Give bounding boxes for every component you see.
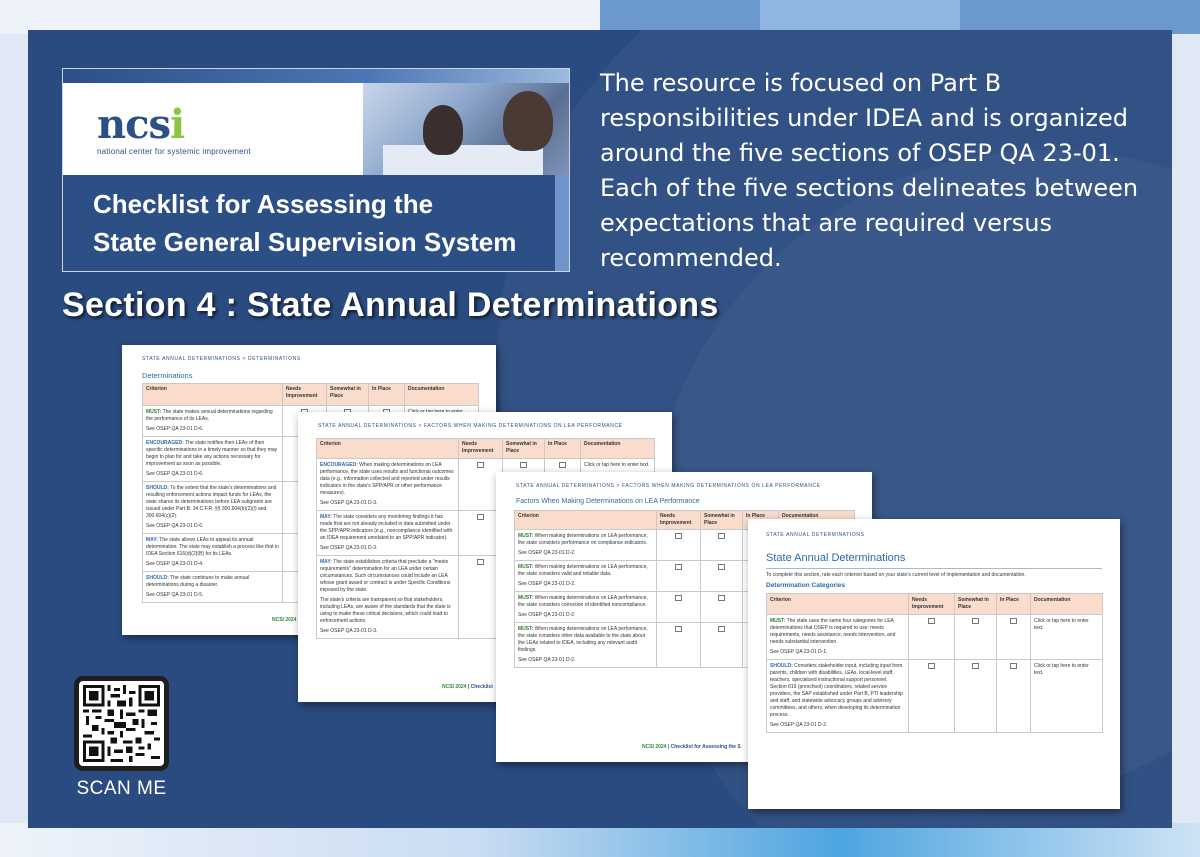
column-header: Needs Improvement bbox=[283, 384, 327, 406]
checkbox[interactable] bbox=[520, 462, 527, 468]
page-footer: NCSI 2024 | Checklist bbox=[442, 684, 493, 690]
checkbox[interactable] bbox=[928, 663, 935, 669]
cover-title-line1: Checklist for Assessing the bbox=[93, 189, 434, 219]
checkbox[interactable] bbox=[718, 595, 725, 601]
table-row: MUST: When making determinations on LEA performance, the state considers performance on compliance indicators. See OSEP QA 23-01 D-2. bbox=[515, 530, 855, 561]
column-header: Documentation bbox=[1031, 594, 1103, 615]
column-header: Needs Improvement bbox=[657, 511, 701, 530]
breadcrumb: STATE ANNUAL DETERMINATIONS bbox=[766, 532, 865, 538]
checkbox[interactable] bbox=[1010, 618, 1017, 624]
table-row: SHOULD: The state continues to make annual determinations during a disaster. See OSEP QA 23-01 D-5. bbox=[143, 572, 479, 603]
breadcrumb: STATE ANNUAL DETERMINATIONS > FACTORS WHEN MAKING DETERMINATIONS ON LEA PERFORMANCE bbox=[516, 483, 821, 489]
checkbox[interactable] bbox=[972, 618, 979, 624]
table-row: MAY: The state considers any monitoring findings it has made that are not already included in data submitted under the SPP/APR indicators (e.g., noncompliance identified with an IDEA requirement unrelated to an SPP/APR indicator). See OSEP QA 23-01 D-3. bbox=[317, 511, 655, 556]
breadcrumb: STATE ANNUAL DETERMINATIONS > DETERMINATIONS bbox=[142, 356, 301, 362]
checklist-cover-image bbox=[62, 68, 570, 272]
column-header: Somewhat in Place bbox=[327, 384, 369, 406]
page-footer: NCSI 2024 bbox=[272, 617, 297, 623]
table-row: MUST: When making determinations on LEA performance, the state considers correction of identified noncompliance. See OSEP QA 23-01 D-2. bbox=[515, 592, 855, 623]
checkbox[interactable] bbox=[675, 564, 682, 570]
qr-code[interactable] bbox=[74, 676, 169, 771]
table-row: ENCOURAGED: When making determinations on LEA performance, the state uses results and functional outcomes data (e.g., information collected and reported under results indicators in the state's SPP/APR or other performance measures). See OSEP QA 23-01 D-3. Click or tap here to enter text. bbox=[317, 459, 655, 511]
breadcrumb: STATE ANNUAL DETERMINATIONS > FACTORS WHEN MAKING DETERMINATIONS ON LEA PERFORMANCE bbox=[318, 423, 623, 429]
column-header: Criterion bbox=[143, 384, 283, 406]
documentation-field[interactable]: Click or tap here to enter text. bbox=[1031, 615, 1103, 660]
checkbox[interactable] bbox=[928, 618, 935, 624]
table-row: ENCOURAGED: The state notifies their LEAs of their specific determinations in a timely manner so that they may begin to plan for and take any actions necessary for improvement as soon as possible. See OSEP QA 23-01 D-6. bbox=[143, 437, 479, 482]
logo-subtitle: national center for systemic improvement bbox=[97, 147, 251, 156]
page-heading: Factors When Making Determinations on LEA Performance bbox=[516, 498, 700, 505]
column-header: In Place bbox=[743, 511, 779, 530]
column-header: Somewhat in Place bbox=[701, 511, 743, 530]
column-header: Needs Improvement bbox=[459, 439, 503, 459]
column-header: In Place bbox=[545, 439, 581, 459]
scan-me-label: SCAN ME bbox=[76, 778, 167, 799]
section-title: Section 4 : State Annual Determinations bbox=[62, 286, 719, 324]
table-row: MAY: The state establishes criteria that preclude a "meets requirements" determination for an LEA under certain circumstances. Such circumstances could include an LEA whose grant award or contract is under Specific Conditions imposed by the state. The state's criteria are transparent so that stakeholders, including LEAs, are aware of the standards that the state is using to make these critical decisions, which could lead to enforcement actions. See OSEP QA 23-01 D-3. bbox=[317, 556, 655, 639]
cover-title bbox=[93, 185, 516, 261]
column-header: Somewhat in Place bbox=[955, 594, 997, 615]
column-header: Criterion bbox=[515, 511, 657, 530]
checkbox[interactable] bbox=[675, 533, 682, 539]
checkbox[interactable] bbox=[718, 533, 725, 539]
checkbox[interactable] bbox=[477, 462, 484, 468]
column-header: Needs Improvement bbox=[909, 594, 955, 615]
documentation-field[interactable]: Click or tap here to enter text. bbox=[1031, 660, 1103, 733]
table-row: SHOULD: To the extent that the state's determinations and resulting enforcement actions impact funds for LEAs, the state shares its determinations before LEA subgrants are issued under Part B. 34 C.F.R. §§ 300.604(b)(2)(i) and 300.604(c)(2). See OSEP QA 23-01 D-6. bbox=[143, 482, 479, 534]
table-row: MUST: The state uses the same four categories for LEA determinations that OSEP is required to use: meets requirements, needs assistance, needs intervention, and needs substantial intervention. See OSEP QA 23-01 D-1. Click or tap here to enter text. bbox=[767, 615, 1103, 660]
checkbox[interactable] bbox=[477, 514, 484, 520]
criteria-table bbox=[766, 593, 1103, 733]
table-row: MUST: When making determinations on LEA performance, the state considers other data available to the state about the LEAs related to IDEA, including any relevant audit findings. See OSEP QA 23-01 D-2. bbox=[515, 623, 855, 668]
table-row: MUST: The state makes annual determinations regarding the performance of its LEAs. See OSEP QA 23-01 D-6. bbox=[143, 406, 479, 437]
document-page-state-annual-determinations bbox=[748, 519, 1120, 809]
cover-title-line2: State General Supervision System bbox=[93, 227, 517, 257]
qr-code-icon bbox=[83, 685, 160, 762]
ncsi-logo: ncsi national center for systemic improvement bbox=[97, 101, 251, 156]
page-footer: NCSI 2024 | Checklist for Assessing the S bbox=[642, 744, 741, 750]
documentation-field[interactable]: Click or tap here to enter text. bbox=[581, 459, 655, 511]
checkbox[interactable] bbox=[477, 559, 484, 565]
checkbox[interactable] bbox=[675, 595, 682, 601]
column-header: Documentation bbox=[581, 439, 655, 459]
checkbox[interactable] bbox=[718, 564, 725, 570]
checkbox[interactable] bbox=[972, 663, 979, 669]
column-header: In Place bbox=[997, 594, 1031, 615]
subheading: Determination Categories bbox=[766, 582, 846, 589]
checkbox[interactable] bbox=[559, 462, 566, 468]
column-header: Documentation bbox=[405, 384, 479, 406]
column-header: In Place bbox=[369, 384, 405, 406]
intro-text: To complete this section, rate each criterion based on your state's current level of implementation and documentation. bbox=[766, 572, 1026, 578]
page-heading: Determinations bbox=[142, 371, 193, 380]
table-row: MUST: When making determinations on LEA performance, the state considers valid and reliable data. See OSEP QA 23-01 D-2. bbox=[515, 561, 855, 592]
checkbox[interactable] bbox=[1010, 663, 1017, 669]
column-header: Somewhat in Place bbox=[503, 439, 545, 459]
table-row: SHOULD: Considers stakeholder input, including input from parents, children with disabilities, LEAs, local-level staff, teachers, specialized instructional support personnel, Section 619 (preschool) coordinators, related service providers, the SAP established under Part B, PTI leadership and staff, and statewide advocacy groups and advisory committees, and others, when developing its determination process. See OSEP QA 23-01 D-2. Click or tap here to enter text. bbox=[767, 660, 1103, 733]
column-header: Criterion bbox=[767, 594, 909, 615]
checkbox[interactable] bbox=[718, 626, 725, 632]
table-row: MAY: The state allows LEAs to appeal its annual determination. The state may establish a process like that in IDEA Section 616(d)(2)(B) for its LEAs. See OSEP QA 23-01 D-4. bbox=[143, 534, 479, 572]
cover-photo bbox=[363, 83, 570, 175]
description-text: The resource is focused on Part B responsibilities under IDEA and is organized around the five sections of OSEP QA 23-01. Each of the five sections delineates between expectations that are required versus recommended. bbox=[600, 69, 1139, 272]
column-header: Criterion bbox=[317, 439, 459, 459]
checkbox[interactable] bbox=[675, 626, 682, 632]
column-header: Documentation bbox=[779, 511, 855, 530]
page-heading: State Annual Determinations bbox=[766, 552, 906, 564]
